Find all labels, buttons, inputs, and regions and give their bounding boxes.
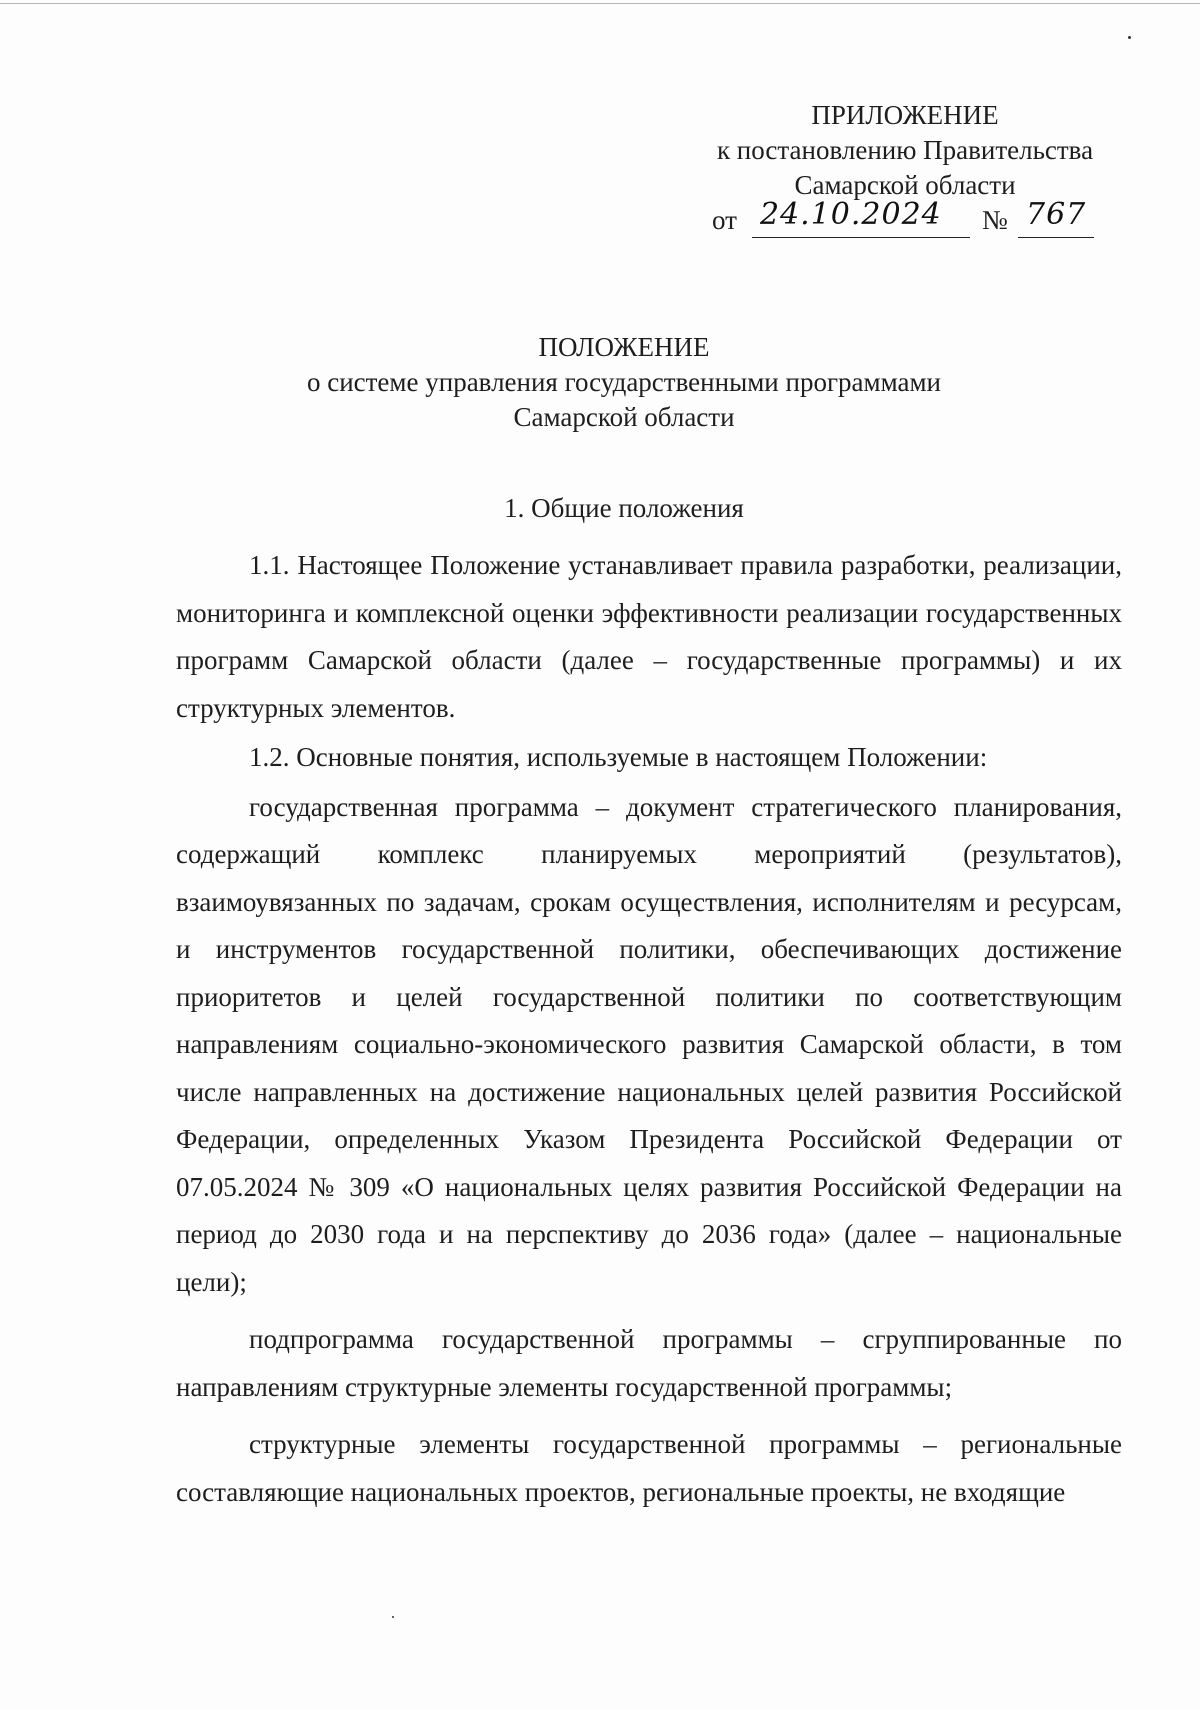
document-title-block: [0, 330, 1200, 435]
number-field: [1018, 197, 1094, 238]
date-field: [752, 197, 970, 238]
handwritten-date: 24.10.2024: [760, 197, 942, 232]
number-sign: №: [982, 205, 1008, 235]
appendix-date-number-line: [712, 197, 1120, 243]
date-prefix: от: [712, 205, 737, 235]
scan-speck: [392, 1616, 394, 1618]
appendix-line-decree: к постановлению Правительства: [716, 135, 1094, 165]
paragraph-1-2: 1.2. Основные понятия, используемые в настоящем Положении:: [249, 742, 988, 772]
appendix-header: [690, 98, 1120, 243]
definition-state-program: государственная программа – документ стратегического планирования, содержащий комплекс планируемых мероприятий (результатов), взаимоувязанных по задачам, срокам осуществления, исполнителям и ресурсам, и инструментов государственной политики, обеспечивающих достижение приоритетов и целей государственной политики по соответствующим направлениям социально-экономического развития Самарской области, в том числе направленных на достижение национальных целей развития Российской Федерации, определенных Указом Президента Российской Федерации от 07.05.2024 № 309 «О национальных целях развития Российской Федерации на период до 2030 года и на перспективу до 2036 года» (далее – национальные цели);: [176, 791, 1122, 1297]
section-heading: 1. Общие положения: [504, 493, 744, 523]
appendix-line-region: Самарской области: [794, 170, 1016, 200]
definition-structural-elements: структурные элементы государственной программы – региональные составляющие национальных проектов, региональные проекты, не входящие: [176, 1429, 1122, 1507]
section-body: [176, 542, 1122, 1516]
definition-subprogram: подпрограмма государственной программы – сгруппированные по направлениям структурные элементы государственной программы;: [176, 1324, 1122, 1402]
document-subtitle-line1: о системе управления государственными программами: [306, 367, 942, 397]
appendix-title: ПРИЛОЖЕНИЕ: [811, 100, 999, 130]
handwritten-number: 767: [1026, 197, 1087, 232]
scan-top-edge: [0, 3, 1200, 4]
paragraph-1-1: 1.1. Настоящее Положение устанавливает правила разработки, реализации, мониторинга и комплексной оценки эффективности реализации государственных программ Самарской области (далее – государственные программы) и их структурных элементов.: [176, 550, 1122, 723]
document-title: ПОЛОЖЕНИЕ: [538, 332, 710, 362]
scan-speck: [1128, 36, 1131, 39]
document-subtitle-line2: Самарской области: [513, 402, 735, 432]
